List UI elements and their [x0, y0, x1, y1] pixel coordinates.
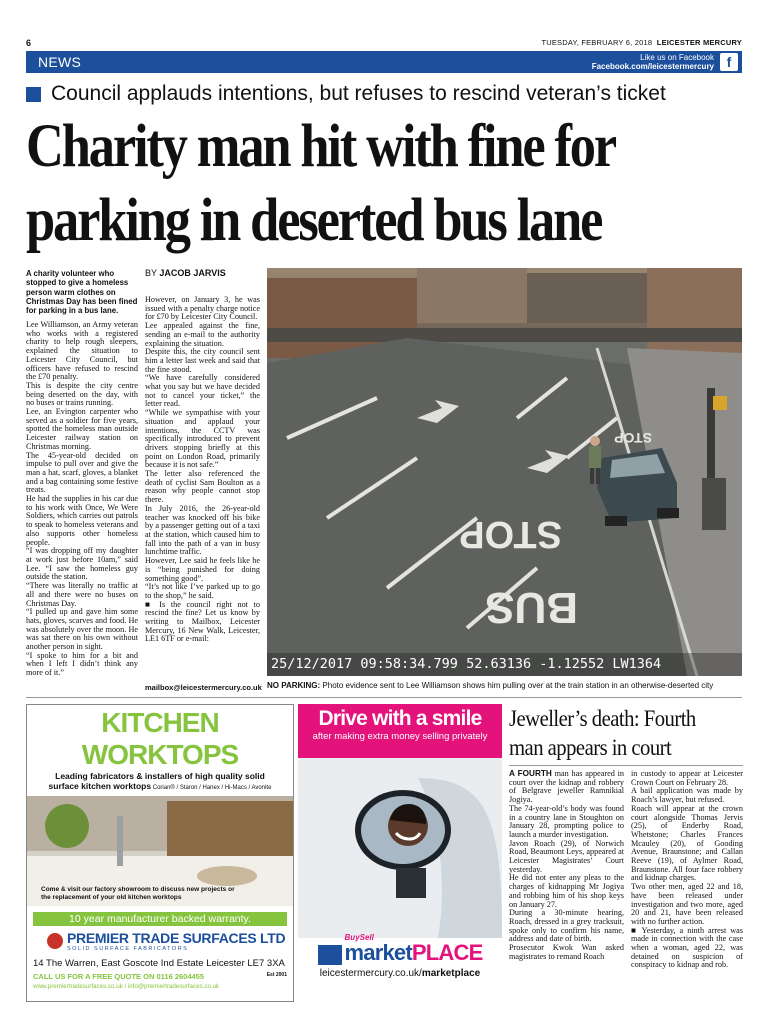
brand-market: market: [344, 940, 412, 965]
company-block: [47, 930, 293, 952]
paragraph: He had the supplies in his car due to his work with Once, We Were Soldiers, which carries out patrols to speak to homeless veterans and also supports other homeless people.: [26, 494, 138, 547]
article-intro: A charity volunteer who stopped to give a homeless person warm clothes on Christmas Day has been fined for parking in a bus lane.: [26, 269, 138, 316]
headline: [26, 110, 642, 258]
marketplace-logo-icon: [318, 945, 342, 965]
paragraph: in custody to appear at Leicester Crown Court on February 28.: [631, 769, 743, 787]
page-number: 6: [26, 38, 32, 48]
cctv-timestamp: 25/12/2017 09:58:34.799 52.63136 -1.12552 LW1364: [271, 656, 662, 672]
facebook-line2: Facebook.com/leicestermercury: [591, 62, 714, 71]
mailbox-email[interactable]: mailbox@leicestermercury.co.uk: [145, 683, 262, 692]
paragraph: “While we sympathise with your situation and applaud your intentions, the CCTV was specifically introduced to prevent drivers stopping briefly at this point on London Road, primarily because it is not safe.”: [145, 408, 260, 470]
paragraph: This is despite the city centre being deserted on the day, with no buses or trains running.: [26, 380, 138, 408]
section-divider: [26, 697, 742, 698]
headline-line1: Charity man hit with fine for: [26, 113, 616, 180]
paragraph: “It’s not like I’ve parked up to go to the shop,” he said.: [145, 582, 260, 600]
road-text-stop: STOP: [459, 513, 562, 555]
cctv-photo: [267, 268, 742, 676]
buysell-label: BuySell: [344, 933, 374, 942]
ad-sub-line1: Leading fabricators & installers of high quality solid: [55, 771, 265, 781]
byline-name: JACOB JARVIS: [159, 268, 226, 278]
car-icon: [597, 448, 679, 526]
article-column-2: [145, 296, 260, 644]
mirror-photo: [298, 758, 502, 938]
lead-word: A FOURTH: [509, 769, 552, 778]
kicker-square-icon: [26, 87, 41, 102]
ad-est: Est 2001: [266, 972, 287, 978]
marketplace-ad[interactable]: [298, 704, 502, 1002]
kicker-text: Council applauds intentions, but refuses to rescind veteran’s ticket: [51, 82, 666, 105]
marketplace-url[interactable]: [298, 968, 502, 979]
byline-prefix: BY: [145, 268, 157, 278]
paper-name: LEICESTER MERCURY: [656, 38, 742, 47]
brand-place: PLACE: [411, 940, 483, 965]
url-part2: marketplace: [421, 968, 481, 979]
section-label: NEWS: [38, 54, 82, 70]
paragraph: The 45-year-old decided on impulse to pull over and give the man a hat, scarf, gloves, a blanket and a bag containing some festive treats.: [26, 450, 138, 495]
jeweller-rule: [509, 765, 743, 766]
company-logo-icon: [47, 933, 63, 949]
company-sub: SOLID SURFACE FABRICATORS: [67, 946, 189, 952]
facebook-promo[interactable]: [592, 53, 714, 71]
caption-text: Photo evidence sent to Lee Williamson shows him pulling over at the train station in an otherwise-deserted city: [320, 681, 714, 690]
paragraph: “I pulled up and gave him some hats, gloves, scarves and food. He was absolutely over the moon. He was sat there on his own without another person in sight.: [26, 607, 138, 652]
paragraph: However, Lee said he feels like he is “being punished for doing something good”.: [145, 556, 260, 583]
jeweller-headline: [509, 704, 725, 762]
paragraph: Despite this, the city council sent him a letter last week and said that the fine stood.: [145, 347, 260, 374]
paragraph: A bail application was made by Roach’s lawyer, but refused.: [631, 786, 743, 805]
facebook-icon[interactable]: f: [720, 53, 738, 71]
lead-text: man has appeared in court over the kidnap and robbery of Belgrave jeweller Ramnikial Jogiya.: [509, 769, 624, 805]
jeweller-column-2: [631, 770, 743, 970]
paragraph: ■ Yesterday, a ninth arrest was made in connection with the case when a woman, aged 22, was detained on suspicion of conspiracy to kidnap and rob.: [631, 925, 743, 970]
ad-brands: Corian® / Staron / Hanex / Hi-Macs / Avonite: [151, 785, 272, 791]
road-text-stop-far: STOP: [614, 430, 652, 446]
showroom-line1: Come & visit our factory showroom to discuss new projects or: [41, 886, 235, 893]
paragraph: In July 2016, the 26-year-old teacher was knocked off his bike by a passenger getting out of a taxi at the station, which caused him to fall into the path of a van in busy lunchtime traffic.: [145, 503, 260, 557]
facebook-line1: Like us on Facebook: [640, 53, 714, 62]
marketplace-sub: after making extra money selling privately: [312, 731, 488, 742]
road-text-bus: BUS: [485, 583, 578, 632]
paragraph: Roach will appear at the crown court alongside Thomas Jervis (25), of Enderby Road, Whetstone; Charles Frances Mcauley (20), of Gooding Avenue, Braunstone; and Callan Reeve (19), of Aylmer Road, Braunstone. All four face robbery and kidnap charges.: [631, 803, 743, 883]
photo-caption: [267, 681, 747, 690]
jeweller-headline-line1: Jeweller’s death: Fourth: [509, 706, 696, 731]
showroom-text: [27, 886, 293, 902]
ad-call[interactable]: CALL US FOR A FREE QUOTE ON 0116 2604455: [33, 972, 205, 981]
ad-address: 14 The Warren, East Goscote Ind Estate Leicester LE7 3XA: [33, 958, 285, 969]
caption-lead: NO PARKING:: [267, 681, 321, 690]
paragraph: Lee, an Evington carpenter who served as a soldier for five years, spotted the homeless man outside Leicester railway station on Christmas morning.: [26, 407, 138, 451]
paragraph: However, on January 3, he was issued with a penalty charge notice for £70 by Leicester City Council.: [145, 295, 260, 322]
warranty-banner: 10 year manufacturer backed warranty.: [33, 912, 287, 926]
paragraph: During a 30-minute hearing, Roach, dressed in a grey tracksuit, spoke only to confirm his name, address and date of birth.: [509, 908, 624, 944]
url-part1: leicestermercury.co.uk/: [319, 968, 422, 979]
paragraph: “I spoke to him for a bit and when I left I didn’t think any more of it.”: [26, 650, 138, 678]
ad-sub-line2: surface kitchen worktops: [48, 781, 152, 791]
paragraph: “I was dropping off my daughter at work just before 10am,” said Lee. “I saw the homeless guy outside the station.: [26, 546, 138, 582]
paragraph: Prosecutor Kwok Wan asked magistrates to remand Roach: [509, 943, 624, 961]
paragraph: ■ Is the council right not to rescind the fine? Let us know by writing to Mailbox, Leicester Mercury, 16 New Walk, Leicester, LE1 6TF or e-mail:: [145, 599, 260, 644]
marketplace-logo: [298, 934, 502, 965]
paragraph: He did not enter any pleas to the charges of kidnapping Mr Jogiya and robbing him of his shop keys on January 27.: [509, 873, 624, 909]
jeweller-column-1: [509, 770, 624, 961]
section-bar: [26, 51, 742, 73]
jeweller-headline-line2: man appears in court: [509, 735, 672, 760]
cctv-scene: [267, 268, 742, 676]
kitchen-worktops-ad[interactable]: [26, 704, 294, 1002]
paragraph: Lee appealed against the fine, sending an e-mail to the authority explaining the situation.: [145, 321, 260, 348]
paragraph: [509, 770, 624, 805]
paragraph: The 74-year-old’s body was found in a country lane in Stoughton on January 28, prompting police to launch a murder investigation.: [509, 803, 624, 839]
ad-title: KITCHEN WORKTOPS: [81, 707, 239, 770]
paragraph: “There was literally no traffic at all and there were no buses on Christmas Day.: [26, 581, 138, 608]
ad-web[interactable]: www.premiertradesurfaces.co.uk / info@premiertradesurfaces.co.uk: [33, 983, 220, 990]
headline-line2: parking in deserted bus lane: [26, 187, 602, 254]
article-column-1: [26, 321, 138, 678]
paragraph: Two other men, aged 22 and 18, have been released under investigation and two more, aged 20 and 21, have been released with no further action.: [631, 882, 743, 926]
paragraph: “We have carefully considered what you say but we have decided not to cancel your ticket,” the letter read.: [145, 373, 260, 409]
marketplace-banner: [298, 704, 502, 758]
kicker: [26, 82, 666, 106]
byline: [145, 268, 226, 278]
marketplace-headline: Drive with a smile: [318, 707, 482, 730]
company-name: PREMIER TRADE SURFACES LTD: [67, 930, 286, 946]
date-text: TUESDAY, FEBRUARY 6, 2018: [541, 38, 653, 47]
paragraph: The letter also referenced the death of cyclist Sam Boulton as a reason why people cannot stop there.: [145, 469, 260, 505]
showroom-line2: the replacement of your old kitchen worktops: [41, 894, 182, 901]
paragraph: Javon Roach (29), of Norwich Road, Beaumont Leys, appeared at Leicester Magistrates’ Court yesterday.: [509, 838, 624, 874]
dateline: [430, 38, 742, 47]
paragraph: Lee Williamson, an Army veteran who works with a registered charity to help rough sleepers, explained the situation to Leicester City Council, but officers have refused to rescind the £70 penalty.: [26, 320, 138, 382]
